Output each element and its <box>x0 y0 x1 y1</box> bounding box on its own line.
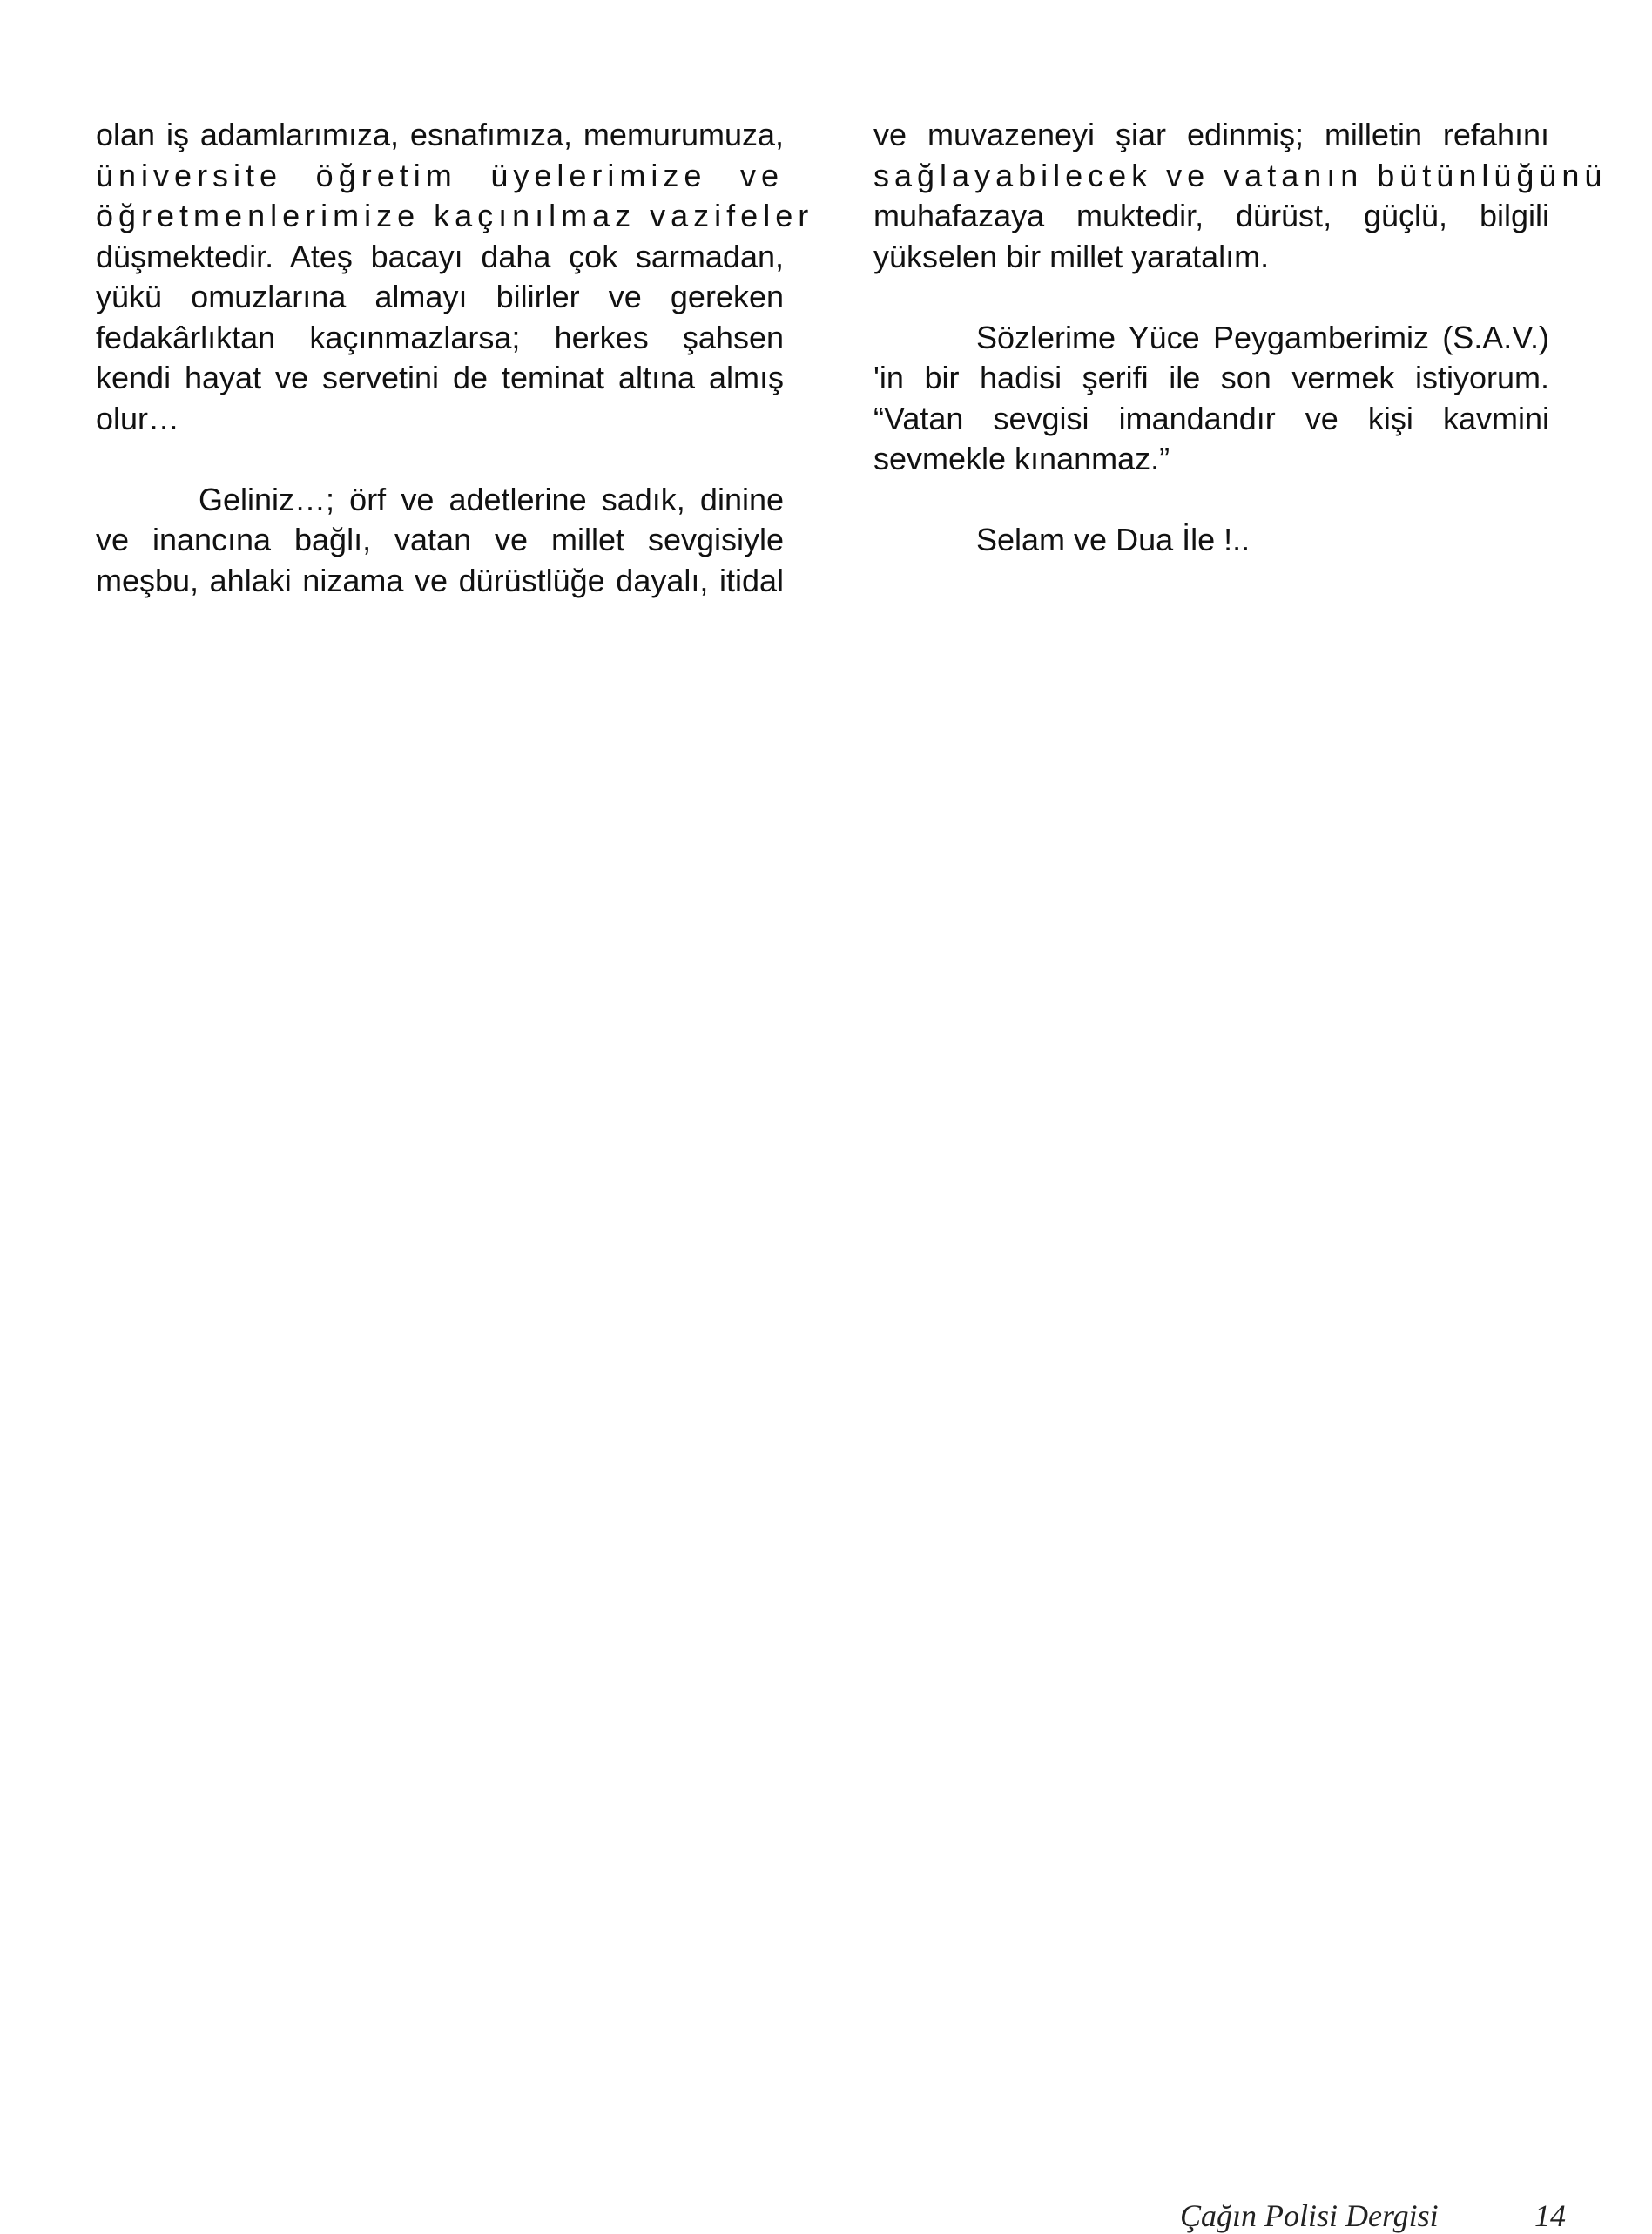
text-line: düşmektedir. Ateş bacayı daha çok sarmadan, <box>96 238 784 274</box>
text-line: muhafazaya muktedir, dürüst, güçlü, bilgili <box>873 198 1549 233</box>
text-line: Geliniz…; örf ve adetlerine sadık, dinine <box>199 481 784 517</box>
text-line: ve muvazeneyi şiar edinmiş; milletin refahını <box>873 117 1549 152</box>
paragraph <box>96 480 784 602</box>
text-line: ve inancına bağlı, vatan ve millet sevgisiyle <box>96 522 784 557</box>
text-line: olur… <box>96 400 180 436</box>
text-line: sevmekle kınanmaz.” <box>873 441 1170 476</box>
text-line: olan iş adamlarımıza, esnafımıza, memurumuza, <box>96 117 784 152</box>
paragraph-gap <box>873 480 1549 521</box>
text-line: kendi hayat ve servetini de teminat altına almış <box>96 360 784 395</box>
left-column <box>96 115 814 601</box>
text-line: üniversite öğretim üyelerimize ve <box>96 157 784 193</box>
text-line: yükü omuzlarına almayı bilirler ve gereken <box>96 279 784 314</box>
paragraph-gap <box>873 277 1549 318</box>
text-line: “Vatan sevgisi imandandır ve kişi kavmini <box>873 400 1549 436</box>
text-line: 'in bir hadisi şerifi ile son vermek istiyorum. <box>873 360 1549 395</box>
text-line: yükselen bir millet yaratalım. <box>873 238 1270 274</box>
text-line: fedakârlıktan kaçınmazlarsa; herkes şahsen <box>96 319 784 355</box>
text-line: sağlayabilecek ve vatanın bütünlüğünü <box>873 157 1608 193</box>
text-line: meşbu, ahlaki nizama ve dürüstlüğe dayalı, itidal <box>96 562 784 598</box>
paragraph <box>96 115 814 439</box>
closing-line: Selam ve Dua İle !.. <box>976 522 1251 557</box>
publication-title: Çağın Polisi Dergisi <box>1180 2198 1439 2233</box>
page-number: 14 <box>1534 2198 1566 2233</box>
text-line: Sözlerime Yüce Peygamberimiz (S.A.V.) <box>976 319 1549 355</box>
paragraph <box>873 318 1549 480</box>
paragraph-gap <box>96 439 784 480</box>
right-column <box>873 115 1608 561</box>
text-line: öğretmenlerimize kaçınılmaz vazifeler <box>96 198 814 233</box>
paragraph <box>873 115 1608 277</box>
